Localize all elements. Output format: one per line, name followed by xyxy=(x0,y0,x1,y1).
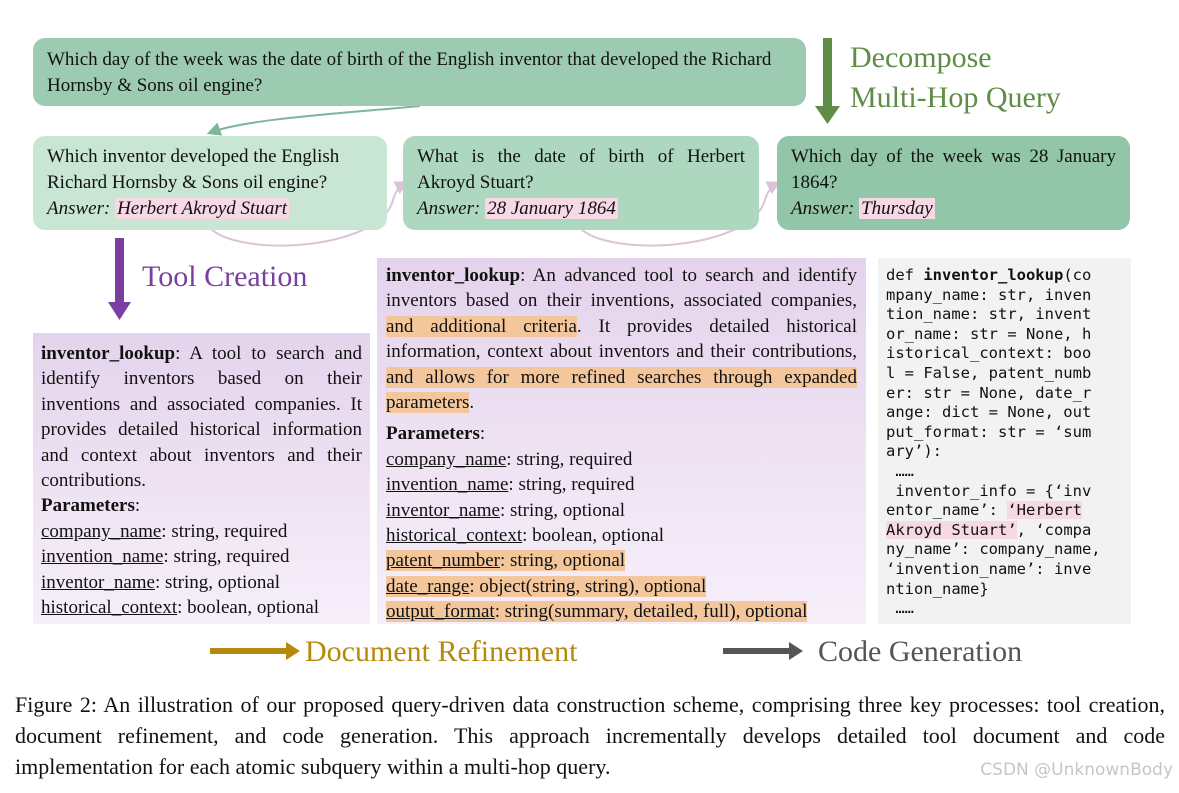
parameters-heading: Parameters: xyxy=(41,495,141,517)
decompose-title xyxy=(850,38,1061,118)
refinement-highlight: and additional criteria xyxy=(386,315,577,337)
main-query-text: Which day of the week was the date of birth of the English inventor that developed the Richard Hornsby & Sons oil engine? xyxy=(47,49,772,96)
param-row-new: output_format: string(summary, detailed, full), optional xyxy=(386,601,808,623)
subquery-answer: 28 January 1864 xyxy=(487,198,616,219)
subquery-answer-row xyxy=(47,196,373,222)
param-row-new: date_range: object(string, string), optional xyxy=(386,575,707,597)
watermark: CSDN @UnknownBody xyxy=(980,760,1173,780)
param-row: historical_context: boolean, optional xyxy=(41,597,320,619)
subquery-answer: Herbert Akroyd Stuart xyxy=(117,198,288,219)
code-generation-arrow-icon xyxy=(723,642,803,660)
subquery-question: Which day of the week was 28 January 1864? xyxy=(791,146,1116,193)
param-row: invention_name: string, required xyxy=(41,546,290,568)
tool-description: inventor_lookup: An advanced tool to search and identify inventors based on their inventions, associated companies, and additional criteria. It provides detailed historical information, context about inventors and their contributions, and allows for more refined searches through expanded parameters. xyxy=(386,265,857,414)
refinement-highlight: and allows for more refined searches through expanded parameters xyxy=(386,366,857,414)
subquery-question: What is the date of birth of Herbert Akroyd Stuart? xyxy=(417,146,745,193)
function-name: inventor_lookup xyxy=(923,266,1064,284)
subquery-answer: Thursday xyxy=(861,198,933,219)
subquery-answer-row xyxy=(417,196,745,222)
answer-label: Answer: xyxy=(791,198,855,219)
initial-tool-document xyxy=(33,333,370,624)
legend-code-generation: Code Generation xyxy=(818,635,1023,668)
param-row: company_name: string, required xyxy=(386,448,633,470)
param-row: inventor_name: string, optional xyxy=(386,499,626,521)
legend-document-refinement: Document Refinement xyxy=(305,635,578,668)
param-row: historical_context: boolean, optional xyxy=(386,525,665,547)
main-to-sub1-curve xyxy=(212,106,420,132)
subquery-box-1 xyxy=(33,136,387,230)
decompose-arrow-icon xyxy=(815,38,840,124)
parameters-heading: Parameters: xyxy=(386,423,486,445)
subquery-box-2 xyxy=(403,136,759,230)
refined-tool-document xyxy=(377,258,866,624)
tool-creation-arrow-icon xyxy=(108,238,131,320)
tool-creation-title: Tool Creation xyxy=(142,260,308,293)
tool-name: inventor_lookup xyxy=(41,343,176,364)
decompose-title-line2: Multi-Hop Query xyxy=(850,81,1061,114)
main-query-box xyxy=(33,38,806,106)
subquery-question: Which inventor developed the English Richard Hornsby & Sons oil engine? xyxy=(47,146,340,193)
param-row: inventor_name: string, optional xyxy=(41,571,281,593)
decompose-title-line1: Decompose xyxy=(850,41,992,74)
subquery-box-3 xyxy=(777,136,1130,230)
tool-description xyxy=(41,341,362,493)
answer-label: Answer: xyxy=(47,198,111,219)
tool-description-text: : A tool to search and identify inventors based on their inventions and associated companies. It provides detailed historical information and context about inventors and their contributions. xyxy=(41,343,362,492)
param-row: invention_name: string, required xyxy=(386,474,635,496)
document-refinement-arrow-icon xyxy=(210,642,300,660)
subquery-answer-row xyxy=(791,196,1116,222)
code-block: def inventor_lookup(co mpany_name: str, inven tion_name: str, invent or_name: str = None, h istorical_context: boo l = False, patent_numb er: str = None, date_r ange: dict = None, out put_format: str = ‘sum ary’): …… inventor_info = {‘inv entor_name’: ‘Herbert Akroyd Stuart’, ‘compa ny_name’: company_name, ‘invention_name’: inve ntion_name} …… xyxy=(878,258,1131,624)
figure-caption: Figure 2: An illustration of our proposed query-driven data construction scheme, comprising three key processes: tool creation, document refinement, and code generation. This approach incrementally develops detailed tool document and code implementation for each atomic subquery within a multi-hop query. xyxy=(15,692,1165,779)
answer-label: Answer: xyxy=(417,198,481,219)
param-row-new: patent_number: string, optional xyxy=(386,550,626,572)
tool-name: inventor_lookup xyxy=(386,265,521,286)
param-row: company_name: string, required xyxy=(41,520,288,542)
